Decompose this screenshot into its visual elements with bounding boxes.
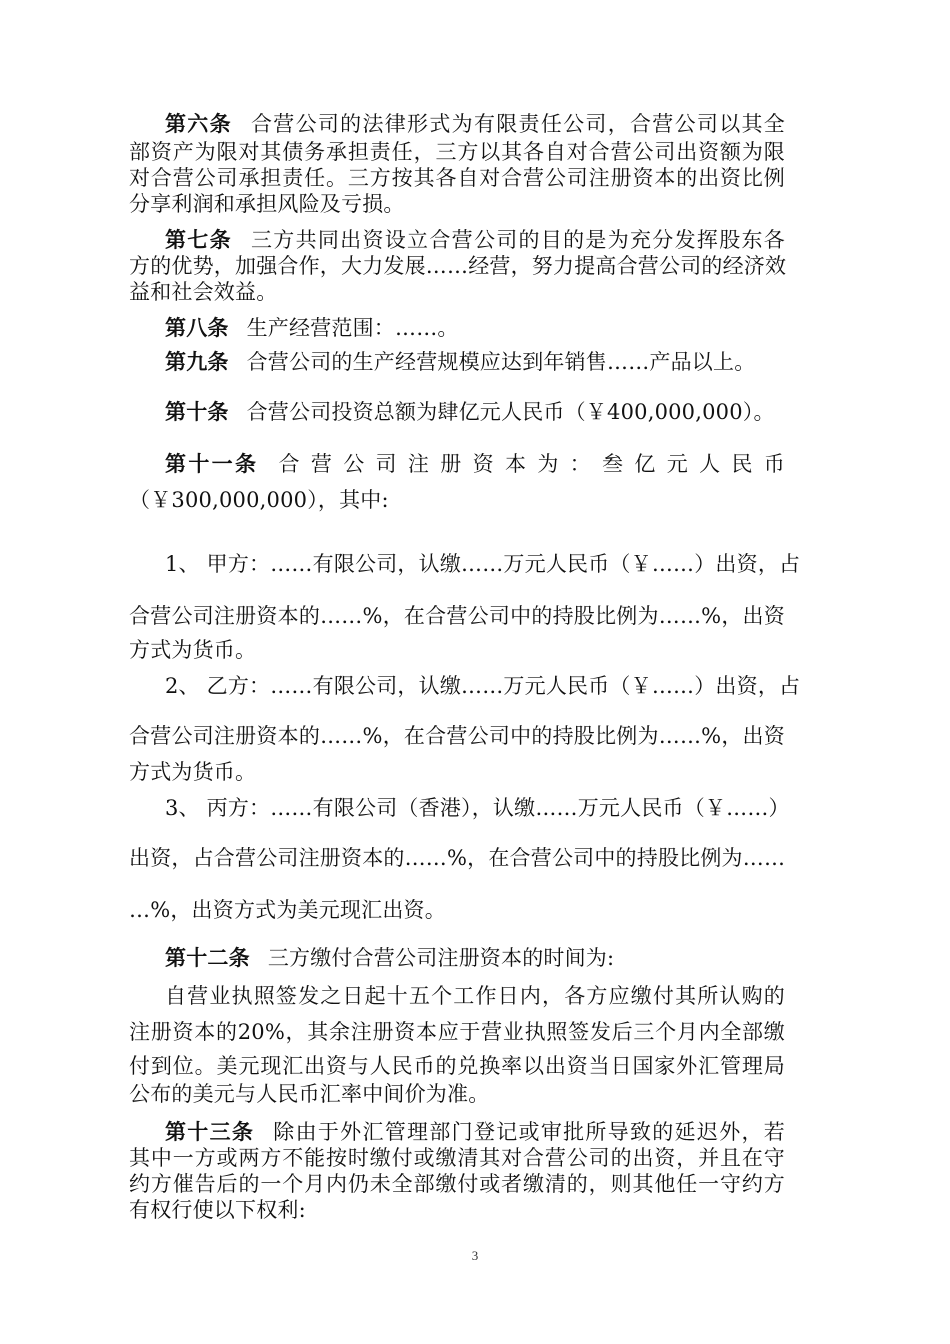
article-12-heading: 第十二条 [165,945,250,970]
article-11-line-1: 第十一条 合 营 公 司 注 册 资 本 为 ： 叁 亿 元 人 民 币 [165,451,785,476]
article-12-line-5: 公布的美元与人民币汇率中间价为准。 [129,1082,490,1106]
article-11-item-3-line-3: …%，出资方式为美元现汇出资。 [129,898,446,922]
article-7-heading: 第七条 [165,227,232,252]
article-6-line-3: 对合营公司承担责任。三方按其各自对合营公司注册资本的出资比例 [129,166,785,190]
article-11-item-3-line-2: 出资，占合营公司注册资本的……%，在合营公司中的持股比例为…… [129,846,786,870]
article-8-heading: 第八条 [165,315,229,340]
article-13-line-3: 约方催告后的一个月内仍未全部缴付或者缴清的，则其他任一守约方 [129,1172,785,1196]
article-11-line-2: （￥300,000,000），其中: [129,488,389,512]
article-13-heading: 第十三条 [165,1119,255,1144]
article-12-line-1: 第十二条 三方缴付合营公司注册资本的时间为: [165,945,615,970]
article-7-line-3: 益和社会效益。 [129,280,278,304]
article-12-line-3: 注册资本的20%，其余注册资本应于营业执照签发后三个月内全部缴 [129,1020,785,1044]
article-12-line-4: 付到位。美元现汇出资与人民币的兑换率以出资当日国家外汇管理局 [129,1054,785,1078]
article-6-line-1: 第六条 合营公司的法律形式为有限责任公司，合营公司以其全 [165,111,785,136]
article-12-line-2: 自营业执照签发之日起十五个工作日内，各方应缴付其所认购的 [165,984,785,1008]
article-7-line-2: 方的优势，加强合作，大力发展……经营，努力提高合营公司的经济效 [129,254,787,278]
article-13-line-4: 有权行使以下权利: [129,1198,306,1222]
article-8: 第八条 生产经营范围：……。 [165,315,459,340]
article-11-item-2-line-3: 方式为货币。 [129,760,257,784]
article-13-line-2: 其中一方或两方不能按时缴付或缴清其对合营公司的出资，并且在守 [129,1146,785,1170]
article-11-item-3-line-1: 3、 丙方：……有限公司（香港），认缴……万元人民币（￥……） [165,796,790,820]
article-11-item-1-line-3: 方式为货币。 [129,638,257,662]
article-11-heading: 第十一条 [165,451,259,476]
article-11-item-2-line-1: 2、 乙方：……有限公司，认缴……万元人民币（￥……）出资，占 [165,674,801,698]
article-11-item-1-line-1: 1、 甲方：……有限公司，认缴……万元人民币（￥……）出资，占 [165,552,801,576]
article-9-heading: 第九条 [165,349,229,374]
article-6-line-2: 部资产为限对其债务承担责任，三方以其各自对合营公司出资额为限 [129,140,785,164]
article-6-heading: 第六条 [165,111,232,136]
article-11-item-2-line-2: 合营公司注册资本的……%，在合营公司中的持股比例为……%，出资 [129,724,785,748]
article-11-item-1-line-2: 合营公司注册资本的……%，在合营公司中的持股比例为……%，出资 [129,604,785,628]
article-13-line-1: 第十三条 除由于外汇管理部门登记或审批所导致的延迟外，若 [165,1119,785,1144]
page-number: 3 [471,1248,479,1263]
article-7-line-1: 第七条 三方共同出资设立合营公司的目的是为充分发挥股东各 [165,227,785,252]
article-6-line-4: 分享利润和承担风险及亏损。 [129,192,405,216]
article-9: 第九条 合营公司的生产经营规模应达到年销售……产品以上。 [165,349,756,374]
article-10-heading: 第十条 [165,399,229,424]
article-10: 第十条 合营公司投资总额为肆亿元人民币（￥400,000,000）。 [165,399,775,424]
